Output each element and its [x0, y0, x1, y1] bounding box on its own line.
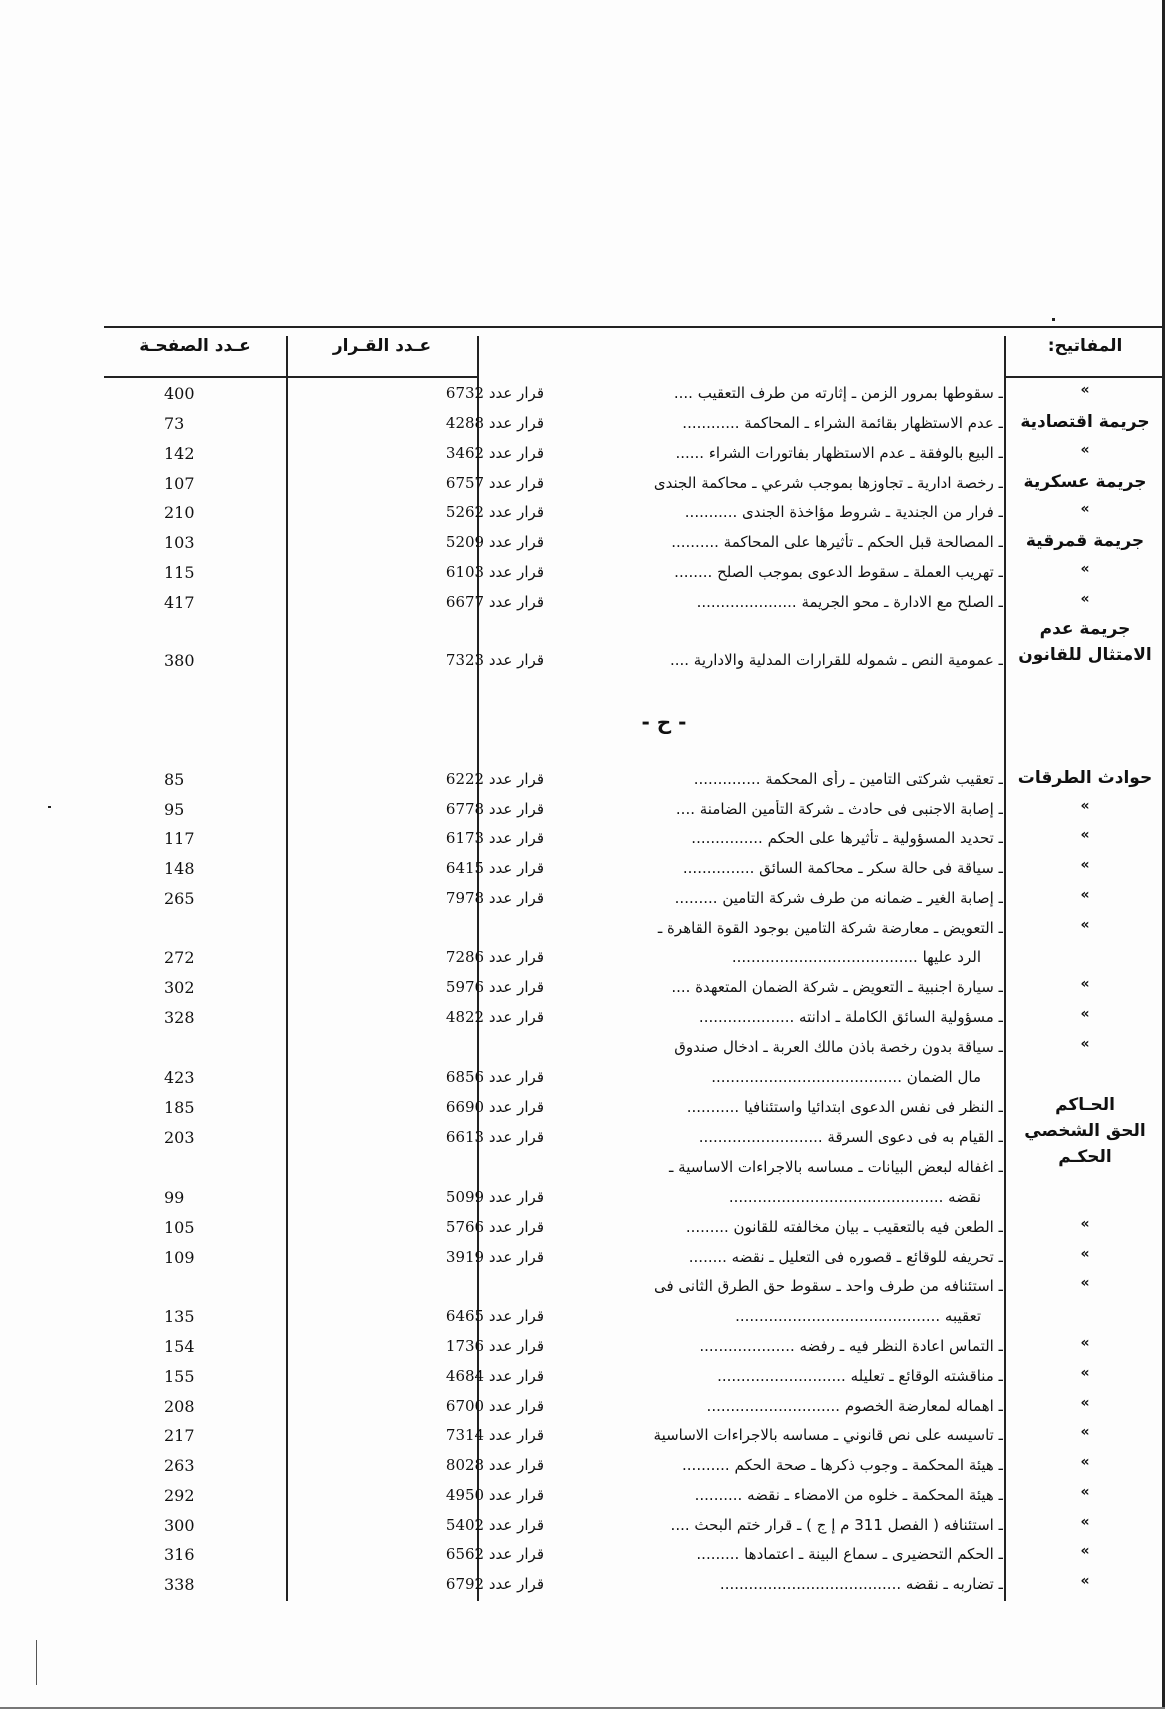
ditto-mark: » [1080, 887, 1090, 903]
table-row [104, 1452, 1165, 1480]
entry-description: ـ تحريفه للوقائع ـ قصوره فى التعليل ـ نقضه ........ [688, 1248, 1003, 1266]
decision-number: قرار عدد 6103 [445, 563, 544, 581]
entry-description: ـ فرار من الجندية ـ شروط مؤاخذة الجندى ........... [684, 503, 1003, 521]
ditto-mark: » [1080, 1365, 1090, 1381]
decision-number: قرار عدد 7323 [445, 651, 544, 669]
table-row [104, 440, 1165, 468]
ditto-mark: » [1080, 501, 1090, 517]
entry-description: ـ سياقة بدون رخصة باذن مالك العربة ـ ادخال صندوق [674, 1038, 1003, 1056]
decision-value: 7314 [445, 1426, 485, 1444]
entry-key: جريمة قمرقية [1025, 531, 1145, 551]
entry-description: ـ تحديد المسؤولية ـ تأثيرها على الحكم ............... [691, 829, 1003, 847]
entry-description: ـ النظر فى نفس الدعوى ابتدائيا واستئنافيا ........... [686, 1098, 1003, 1116]
table-row [104, 1571, 1165, 1599]
key-line: الحكـم [1058, 1147, 1112, 1167]
page-number: 107 [164, 474, 195, 493]
table-row [104, 410, 1165, 438]
decision-value: 6732 [445, 384, 485, 402]
decision-number: قرار عدد 6222 [445, 770, 544, 788]
table-row [104, 1482, 1165, 1510]
table-row [104, 470, 1165, 498]
table-top-rule [104, 326, 1165, 328]
page-number: 217 [164, 1426, 195, 1445]
ditto-mark: » [1080, 827, 1090, 843]
decision-number: قرار عدد 5099 [445, 1188, 544, 1206]
decision-value: 6700 [445, 1397, 485, 1415]
decision-value: 7978 [445, 889, 485, 907]
key-line: الحق الشخصي [1024, 1121, 1146, 1141]
decision-number: قرار عدد 6613 [445, 1128, 544, 1146]
key-line: جريمة عدم [1039, 619, 1131, 639]
decision-value: 6690 [445, 1098, 485, 1116]
header-keys: المفاتيح: [1047, 336, 1123, 356]
decision-number: قرار عدد 6173 [445, 829, 544, 847]
entry-description: ـ تاسيسه على نص قانوني ـ مساسه بالاجراءات الاساسية [653, 1426, 1003, 1444]
decision-value: 6613 [445, 1128, 485, 1146]
entry-description: ـ سيارة اجنبية ـ التعويض ـ شركة الضمان المتعهدة .... [671, 978, 1003, 996]
table-row [104, 1363, 1165, 1391]
ditto-mark: » [1080, 1246, 1090, 1262]
table-row [104, 855, 1165, 883]
decision-number: قرار عدد 6778 [445, 800, 544, 818]
page-number: 417 [164, 593, 195, 612]
entry-description: ـ اغفاله لبعض البيانات ـ مساسه بالاجراءات الاساسية ـ [669, 1158, 1003, 1176]
entry-description: ـ عمومية النص ـ شموله للقرارات المدلية والادارية .... [669, 651, 1003, 669]
table-row [104, 1393, 1165, 1421]
decision-value: 6792 [445, 1575, 485, 1593]
table-row [104, 529, 1165, 557]
decision-number: قرار عدد 6415 [445, 859, 544, 877]
decision-number: قرار عدد 5766 [445, 1218, 544, 1236]
page-number: 292 [164, 1486, 195, 1505]
entry-description: ـ سياقة فى حالة سكر ـ محاكمة السائق ............... [682, 859, 1003, 877]
entry-description: ـ البيع بالوفقة ـ عدم الاستظهار بفاتورات الشراء ...... [675, 444, 1003, 462]
speck [36, 1640, 37, 1685]
table-row [104, 1184, 1165, 1212]
ditto-mark: » [1080, 1036, 1090, 1052]
decision-number: قرار عدد 5976 [445, 978, 544, 996]
decision-value: 8028 [445, 1456, 485, 1474]
decision-value: 5976 [445, 978, 485, 996]
table-row [104, 1303, 1165, 1331]
decision-number: قرار عدد 4288 [445, 414, 544, 432]
page-number: 135 [164, 1307, 195, 1326]
decision-number: قرار عدد 4684 [445, 1367, 544, 1385]
entry-description: ـ القيام به فى دعوى السرقة .......................... [698, 1128, 1003, 1146]
table-row [104, 1333, 1165, 1361]
page-number: 154 [164, 1337, 195, 1356]
page-number: 316 [164, 1545, 195, 1564]
decision-number: قرار عدد 6700 [445, 1397, 544, 1415]
page-number: 142 [164, 444, 195, 463]
entry-description: ـ التماس اعادة النظر فيه ـ رفضه .................... [699, 1337, 1003, 1355]
speck [1052, 318, 1055, 321]
decision-value: 6222 [445, 770, 485, 788]
decision-number: قرار عدد 3919 [445, 1248, 544, 1266]
page-number: 300 [164, 1516, 195, 1535]
page-number: 148 [164, 859, 195, 878]
entry-description: ـ سقوطها بمرور الزمن ـ إثارته من طرف التعقيب .... [673, 384, 1003, 402]
decision-number: قرار عدد 6757 [445, 474, 544, 492]
entry-description: ـ تعقيب شركتى التامين ـ رأى المحكمة .............. [693, 770, 1003, 788]
decision-number: قرار عدد 6732 [445, 384, 544, 402]
ditto-mark: » [1080, 1275, 1090, 1291]
page-number: 103 [164, 533, 195, 552]
decision-number: قرار عدد 6792 [445, 1575, 544, 1593]
ditto-mark: » [1080, 1514, 1090, 1530]
entry-description: ـ تهريب العملة ـ سقوط الدعوى بموجب الصلح ........ [674, 563, 1003, 581]
table-row [104, 1154, 1165, 1182]
decision-value: 5209 [445, 533, 485, 551]
ditto-mark: » [1080, 1454, 1090, 1470]
entry-description: ـ استئنافه من طرف واحد ـ سقوط حق الطرق الثانى فى [653, 1277, 1003, 1295]
decision-number: قرار عدد 4950 [445, 1486, 544, 1504]
table-row [104, 1034, 1165, 1062]
entry-description: ـ التعويض ـ معارضة شركة التامين بوجود القوة القاهرة ـ [657, 919, 1003, 937]
page-number: 423 [164, 1068, 195, 1087]
decision-value: 5402 [445, 1516, 485, 1534]
decision-number: قرار عدد 4822 [445, 1008, 544, 1026]
table-row [104, 1512, 1165, 1540]
decision-value: 3462 [445, 444, 485, 462]
decision-value: 6173 [445, 829, 485, 847]
ditto-mark: » [1080, 1573, 1090, 1589]
decision-value: 4684 [445, 1367, 485, 1385]
page-number: 117 [164, 829, 195, 848]
decision-value: 1736 [445, 1337, 485, 1355]
table-row [104, 647, 1165, 675]
ditto-mark: » [1080, 1484, 1090, 1500]
page-number: 328 [164, 1008, 195, 1027]
entry-description: نقضه ............................................. [728, 1188, 981, 1206]
page-number: 272 [164, 948, 195, 967]
decision-value: 6677 [445, 593, 485, 611]
decision-value: 6778 [445, 800, 485, 818]
section-letter: - ح - [641, 710, 687, 734]
ditto-mark: » [1080, 857, 1090, 873]
table-row [104, 380, 1165, 408]
key-line: الحـاكم [1055, 1095, 1115, 1115]
decision-value: 6415 [445, 859, 485, 877]
table-row [104, 825, 1165, 853]
header-decision-no: عـدد القـرار [332, 336, 432, 356]
page-number: 85 [164, 770, 185, 789]
ditto-mark: » [1080, 442, 1090, 458]
decision-value: 7323 [445, 651, 485, 669]
decision-number: قرار عدد 3462 [445, 444, 544, 462]
ditto-mark: » [1080, 1006, 1090, 1022]
key-line: الامتثال للقانون [1018, 645, 1152, 665]
header-rule [104, 376, 479, 378]
table-row [104, 1124, 1165, 1152]
page-number: 99 [164, 1188, 185, 1207]
page-number: 203 [164, 1128, 195, 1147]
decision-number: قرار عدد 7286 [445, 948, 544, 966]
page-number: 73 [164, 414, 185, 433]
ditto-mark: » [1080, 1543, 1090, 1559]
page-number: 115 [164, 563, 195, 582]
entry-description: ـ تضاربه ـ نقضه ...................................... [719, 1575, 1003, 1593]
entry-key: جريمة اقتصادية [1020, 412, 1150, 432]
entry-description: ـ رخصة ادارية ـ تجاوزها بموجب شرعي ـ محاكمة الجندى [653, 474, 1003, 492]
ditto-mark: » [1080, 591, 1090, 607]
decision-value: 6465 [445, 1307, 485, 1325]
entry-description: مال الضمان ........................................ [711, 1068, 981, 1086]
ditto-mark: » [1080, 1424, 1090, 1440]
decision-number: قرار عدد 5402 [445, 1516, 544, 1534]
decision-number: قرار عدد 6856 [445, 1068, 544, 1086]
entry-description: ـ استئنافه ( الفصل 311 م إ ج ) ـ قرار ختم البحث .... [670, 1516, 1003, 1534]
table-row [104, 915, 1165, 943]
header-page-no: عـدد الصفحـة [139, 336, 251, 356]
page-number: 210 [164, 503, 195, 522]
entry-key: حوادث الطرقات [1017, 768, 1153, 788]
entry-description: تعقيبه ........................................... [735, 1307, 981, 1325]
ditto-mark: » [1080, 798, 1090, 814]
table-row [104, 559, 1165, 587]
entry-description: ـ عدم الاستظهار بقائمة الشراء ـ المحاكمة ............ [682, 414, 1003, 432]
decision-number: قرار عدد 7978 [445, 889, 544, 907]
table-row [104, 766, 1165, 794]
decision-number: قرار عدد 7314 [445, 1426, 544, 1444]
entry-description: ـ إصابة الاجنبى فى حادث ـ شركة التأمين الضامنة .... [675, 800, 1003, 818]
ditto-mark: » [1080, 1216, 1090, 1232]
decision-value: 5099 [445, 1188, 485, 1206]
entry-description: ـ اهماله لمعارضة الخصوم ............................ [706, 1397, 1003, 1415]
entry-description: ـ الحكم التحضيرى ـ سماع البينة ـ اعتمادها ......... [696, 1545, 1003, 1563]
ditto-mark: » [1080, 1395, 1090, 1411]
table-row [104, 1422, 1165, 1450]
table-row [104, 944, 1165, 972]
decision-value: 5262 [445, 503, 485, 521]
entry-description: ـ هيئة المحكمة ـ خلوه من الامضاء ـ نقضه .......... [694, 1486, 1003, 1504]
page-number: 263 [164, 1456, 195, 1475]
decision-value: 3919 [445, 1248, 485, 1266]
ditto-mark: » [1080, 1335, 1090, 1351]
entry-description: ـ إصابة الغير ـ ضمانه من طرف شركة التامين ......... [674, 889, 1003, 907]
table-row [104, 1541, 1165, 1569]
table-row [104, 589, 1165, 617]
decision-value: 5766 [445, 1218, 485, 1236]
table-row [104, 1273, 1165, 1301]
page-number: 155 [164, 1367, 195, 1386]
entry-description: ـ هيئة المحكمة ـ وجوب ذكرها ـ صحة الحكم .......... [682, 1456, 1003, 1474]
decision-number: قرار عدد 6465 [445, 1307, 544, 1325]
page-number: 265 [164, 889, 195, 908]
ditto-mark: » [1080, 561, 1090, 577]
page-number: 208 [164, 1397, 195, 1416]
decision-number: قرار عدد 6677 [445, 593, 544, 611]
page-number: 109 [164, 1248, 195, 1267]
decision-number: قرار عدد 5209 [445, 533, 544, 551]
decision-value: 4822 [445, 1008, 485, 1026]
decision-number: قرار عدد 1736 [445, 1337, 544, 1355]
decision-value: 6562 [445, 1545, 485, 1563]
speck [48, 806, 51, 808]
entry-description: ـ مناقشته الوقائع ـ تعليله ........................... [717, 1367, 1003, 1385]
page-number: 95 [164, 800, 185, 819]
decision-value: 4288 [445, 414, 485, 432]
entry-key: جريمة عسكرية [1023, 472, 1147, 492]
table-row [104, 1214, 1165, 1242]
page-number: 380 [164, 651, 195, 670]
page-number: 400 [164, 384, 195, 403]
decision-value: 6757 [445, 474, 485, 492]
entry-description: ـ الطعن فيه بالتعقيب ـ بيان مخالفته للقانون ......... [685, 1218, 1003, 1236]
table-row [104, 1244, 1165, 1272]
page-number: 105 [164, 1218, 195, 1237]
table-row [104, 974, 1165, 1002]
decision-value: 6856 [445, 1068, 485, 1086]
decision-value: 6103 [445, 563, 485, 581]
ditto-mark: » [1080, 976, 1090, 992]
decision-number: قرار عدد 5262 [445, 503, 544, 521]
decision-number: قرار عدد 6690 [445, 1098, 544, 1116]
table-row [104, 1004, 1165, 1032]
entry-description: الرد عليها ....................................... [731, 948, 981, 966]
decision-value: 4950 [445, 1486, 485, 1504]
table-row [104, 796, 1165, 824]
table-row [104, 1064, 1165, 1092]
decision-value: 7286 [445, 948, 485, 966]
ditto-mark: » [1080, 917, 1090, 933]
ditto-mark: » [1080, 382, 1090, 398]
entry-description: ـ المصالحة قبل الحكم ـ تأثيرها على المحاكمة .......... [671, 533, 1003, 551]
entry-description: ـ مسؤولية السائق الكاملة ـ ادانته .................... [698, 1008, 1003, 1026]
table-row [104, 499, 1165, 527]
table-row [104, 885, 1165, 913]
table-row [104, 1094, 1165, 1122]
decision-number: قرار عدد 6562 [445, 1545, 544, 1563]
page-number: 185 [164, 1098, 195, 1117]
header-rule [1005, 376, 1165, 378]
entry-description: ـ الصلح مع الادارة ـ محو الجريمة ..................... [696, 593, 1003, 611]
decision-number: قرار عدد 8028 [445, 1456, 544, 1474]
page-number: 302 [164, 978, 195, 997]
page-number: 338 [164, 1575, 195, 1594]
